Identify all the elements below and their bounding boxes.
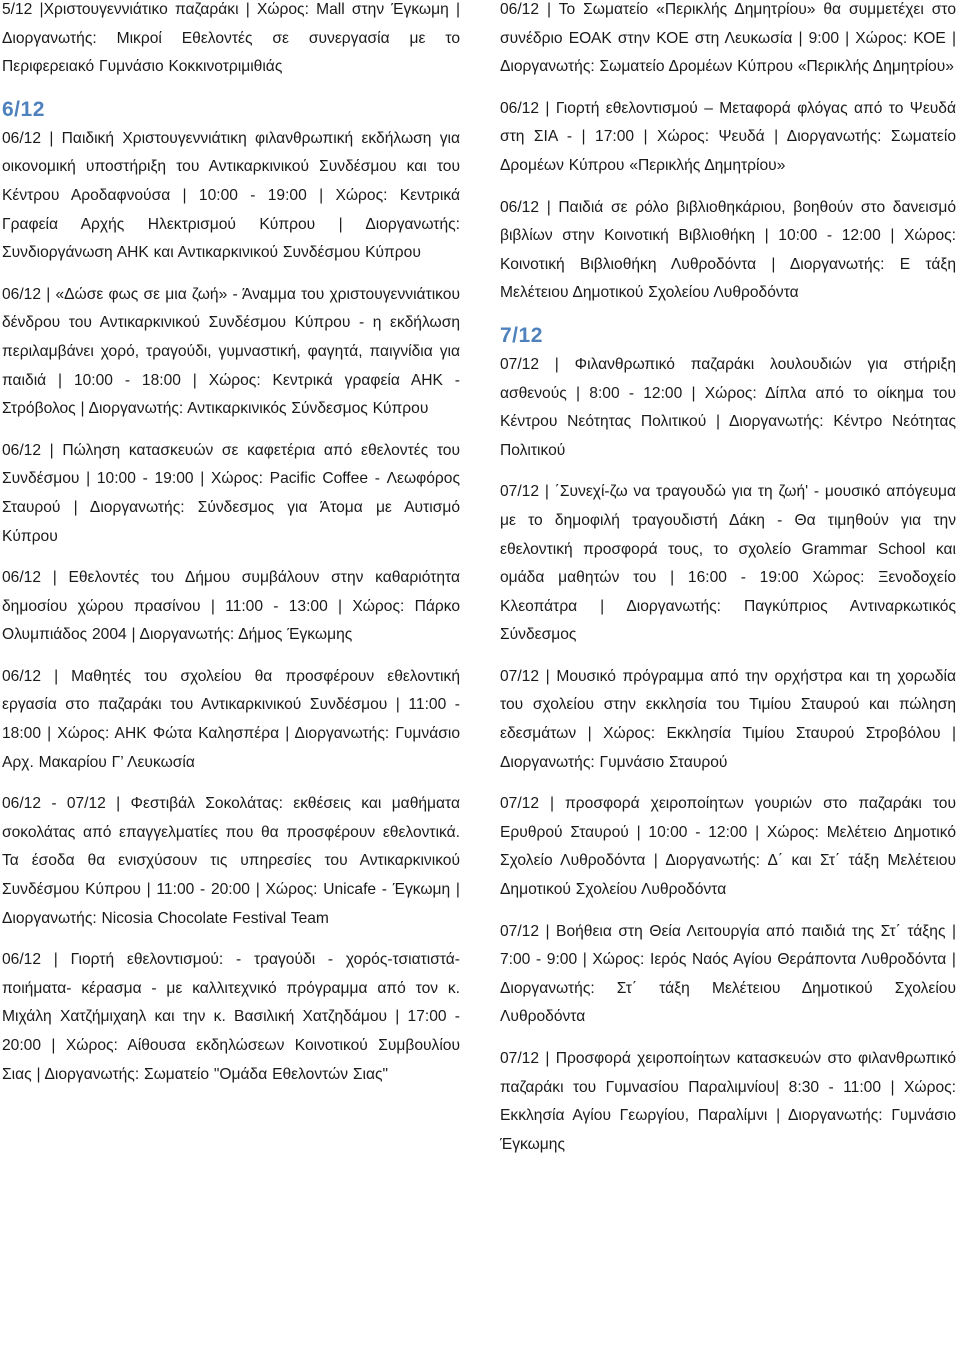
event-entry: 07/12 | Μουσικό πρόγραμμα από την ορχήστρα και τη χορωδία του σχολείου στην εκκλησία του Τιμίου Σταυρού και πώληση εδεσμάτων | Χώρος: Εκκλησία Τιμίου Σταυρού Στροβόλου | Διοργανωτής: Γυμνάσιο Σταυρού xyxy=(500,667,956,771)
event-entry: 07/12 | Βοήθεια στη Θεία Λειτουργία από παιδιά της Στ΄ τάξης | 7:00 - 9:00 | Χώρος: Ιερός Ναός Αγίου Θεράποντα Λυθροδόντα | Διοργανωτής: Στ΄ τάξη Μελέτειου Δημοτικού Σχολείου Λυθροδόντα xyxy=(500,922,956,1026)
event-entry: 06/12 | Πώληση κατασκευών σε καφετέρια από εθελοντές του Συνδέσμου | 10:00 - 19:00 | Χώρος: Pacific Coffee - Λεωφόρος Σταυρού | Διοργανωτής: Σύνδεσμος για Άτομα με Αυτισμό Κύπρου xyxy=(2,441,460,545)
event-entry: 06/12 | «Δώσε φως σε μια ζωή» - Άναμμα του χριστουγεννιάτικου δένδρου του Αντικαρκινικού Συνδέσμου Κύπρου - η εκδήλωση περιλαμβάνει χορό, τραγούδι, γυμναστική, φαγητά, παιγνίδια για παιδιά | 10:00 - 18:00 | Χώρος: Κεντρικά γραφεία ΑΗΚ - Στρόβολος | Διοργανωτής: Αντικαρκινικός Σύνδεσμος Κύπρου xyxy=(2,285,460,418)
event-entry-5-12: 5/12 |Χριστουγεννιάτικο παζαράκι | Χώρος: Mall στην Έγκωμη | Διοργανωτής: Μικροί Εθελοντές σε συνεργασία με το Περιφερειακό Γυμνάσιο Κοκκινοτριμιθιάς xyxy=(2,1,460,76)
event-entry: 07/12 | Φιλανθρωπικό παζαράκι λουλουδιών για στήριξη ασθενούς | 8:00 - 12:00 | Χώρος: Δίπλα από το οίκημα του Κέντρου Νεότητας Πολιτικού | Διοργανωτής: Κέντρο Νεότητας Πολιτικού xyxy=(500,355,956,459)
event-entry: 06/12 - 07/12 | Φεστιβάλ Σοκολάτας: εκθέσεις και μαθήματα σοκολάτας από επαγγελματίες που θα προσφέρουν εθελοντικά. Τα έσοδα θα ενισχύσουν τις υπηρεσίες του Αντικαρκινικού Συνδέσμου Κύπρου | 11:00 - 20:00 | Χώρος: Unicafe - Έγκωμη | Διοργανωτής: Nicosia Chocolate Festival Team xyxy=(2,795,460,927)
event-entry: 06/12 | Μαθητές του σχολείου θα προσφέρουν εθελοντική εργασία στο παζαράκι του Αντικαρκινικού Συνδέσμου | 11:00 - 18:00 | Χώρος: ΑΗΚ Φώτα Καλησπέρα | Διοργανωτής: Γυμνάσιο Αρχ. Μακαρίου Γ’ Λευκωσία xyxy=(2,667,460,771)
date-heading-6-12: 6/12 xyxy=(2,97,45,121)
event-entry: 07/12 | ΄Συνεχί-ζω να τραγουδώ για τη ζωή' - μουσικό απόγευμα με το δημοφιλή τραγουδιστή Δάκη - Θα τιμηθούν για την εθελοντική προσφορά τους, το σχολείο Grammar School και ομάδα μαθητών του | 16:00 - 19:00 Χώρος: Ξενοδοχείο Κλεοπάτρα | Διοργανωτής: Παγκύπριος Αντιναρκωτικός Σύνδεσμος xyxy=(500,483,956,644)
right-column xyxy=(500,0,956,1172)
event-entry: 06/12 | Εθελοντές του Δήμου συμβάλουν στην καθαριότητα δημοσίου χώρου πρασίνου | 11:00 - 13:00 | Χώρος: Πάρκο Ολυμπιάδος 2004 | Διοργανωτής: Δήμος Έγκωμης xyxy=(2,569,460,644)
event-entry: 06/12 | Το Σωματείο «Περικλής Δημητρίου» θα συμμετέχει στο συνέδριο ΕΟΑΚ στην ΚΟΕ στη Λευκωσία | 9:00 | Χώρος: ΚΟΕ | Διοργανωτής: Σωματείο Δρομέων Κύπρου «Περικλής Δημητρίου» xyxy=(500,1,956,76)
event-entry: 06/12 | Γιορτή εθελοντισμού – Μεταφορά φλόγας από το Ψευδά στη ΣΙΑ - | 17:00 | Χώρος: Ψευδά | Διοργανωτής: Σωματείο Δρομέων Κύπρου «Περικλής Δημητρίου» xyxy=(500,99,956,174)
event-entry: 06/12 | Παιδιά σε ρόλο βιβλιοθηκάριου, βοηθούν στο δανεισμό βιβλίων στην Κοινοτική Βιβλιοθήκη | 10:00 - 12:00 | Χώρος: Κοινοτική Βιβλιοθήκη Λυθροδόντα | Διοργανωτής: Ε τάξη Μελέτειου Δημοτικού Σχολείου Λυθροδόντα xyxy=(500,198,956,302)
date-heading-7-12: 7/12 xyxy=(500,323,543,347)
left-column xyxy=(2,0,460,1102)
event-entry: 07/12 | Προσφορά χειροποίητων κατασκευών στο φιλανθρωπικό παζαράκι του Γυμνασίου Παραλιμνίου| 8:30 - 11:00 | Χώρος: Εκκλησία Αγίου Γεωργίου, Παραλίμνι | Διοργανωτής: Γυμνάσιο Έγκωμης xyxy=(500,1050,956,1153)
event-entry: 07/12 | προσφορά χειροποίητων γουριών στο παζαράκι του Ερυθρού Σταυρού | 10:00 - 12:00 | Χώρος: Μελέτειο Δημοτικό Σχολείο Λυθροδόντα | Διοργανωτής: Δ΄ και Στ΄ τάξη Μελέτειου Δημοτικού Σχολείου Λυθροδόντα xyxy=(500,795,956,899)
event-entry: 06/12 | Γιορτή εθελοντισμού: - τραγούδι - χορός-τσιατιστά- ποιήματα- κέρασμα - με καλλιτεχνικό πρόγραμμα από τον κ. Μιχάλη Χατζήμιχαηλ και την κ. Βασιλική Χατζηδάμου | 17:00 - 20:00 | Χώρος: Αίθουσα εκδηλώσεων Κοινοτικού Συμβουλίου Σιας | Διοργανωτής: Σωματείο "Ομάδα Εθελοντών Σιας" xyxy=(2,951,460,1083)
event-entry: 06/12 | Παιδική Χριστουγεννιάτικη φιλανθρωπική εκδήλωση για οικονομική υποστήριξη του Αντικαρκινικού Συνδέσμου και του Κέντρου Αροδαφνούσα | 10:00 - 19:00 | Χώρος: Κεντρικά Γραφεία Αρχής Ηλεκτρισμού Κύπρου | Διοργανωτής: Συνδιοργάνωση ΑΗΚ και Αντικαρκινικού Συνδέσμου Κύπρου xyxy=(2,129,460,262)
